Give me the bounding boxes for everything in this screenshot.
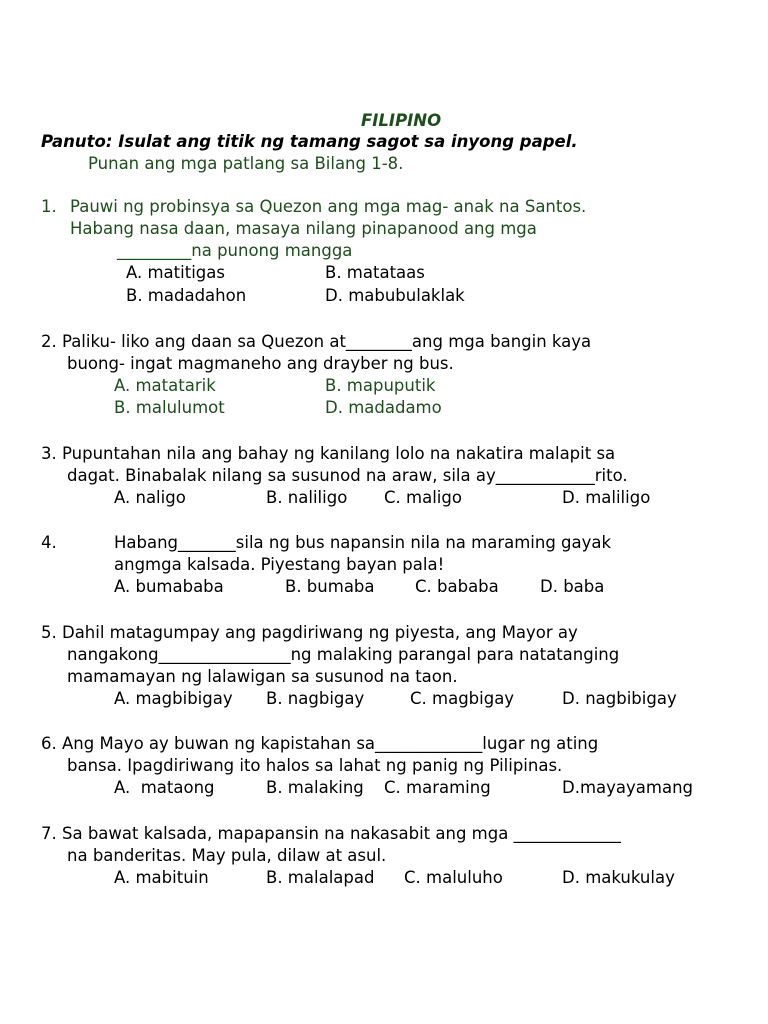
question-text: buong- ingat magmaneho ang drayber ng bus. xyxy=(67,354,454,373)
choice: B. malalapad xyxy=(266,868,375,887)
question-text: 3. Pupuntahan nila ang bahay ng kanilang lolo na nakatira malapit sa xyxy=(41,444,616,463)
question-number: 4. xyxy=(41,533,57,552)
choice: D. baba xyxy=(540,577,605,596)
choice: A. matatarik xyxy=(114,376,216,395)
choice: B. malulumot xyxy=(114,398,225,417)
question-text: angmga kalsada. Piyestang bayan pala! xyxy=(114,555,445,574)
choice: A. mabituin xyxy=(114,868,209,887)
choice: A. mataong xyxy=(114,778,215,797)
choice: D. maliligo xyxy=(562,488,651,507)
question-text: Habang_______sila ng bus napansin nila na maraming gayak xyxy=(114,533,612,552)
question-text: na banderitas. May pula, dilaw at asul. xyxy=(67,846,387,865)
choice: D. mabubulaklak xyxy=(325,286,465,305)
choice: B. bumaba xyxy=(285,577,375,596)
choice: B. matataas xyxy=(325,263,425,282)
question-text: 7. Sa bawat kalsada, mapapansin na nakasabit ang mga _____________ xyxy=(41,824,621,843)
choice: D. nagbibigay xyxy=(562,689,677,708)
choice: C. magbigay xyxy=(410,689,515,708)
choice: A. bumababa xyxy=(114,577,224,596)
question-text: 6. Ang Mayo ay buwan ng kapistahan sa_____________lugar ng ating xyxy=(41,734,599,753)
question-number: 1. xyxy=(41,197,57,216)
choice: C. maligo xyxy=(384,488,462,507)
choice: D. makukulay xyxy=(562,868,675,887)
choice: D. madadamo xyxy=(325,398,442,417)
choice: B. nagbigay xyxy=(266,689,365,708)
choice: B. madadahon xyxy=(126,286,247,305)
worksheet-title: FILIPINO xyxy=(361,111,442,130)
choice: A. magbibigay xyxy=(114,689,233,708)
question-text: mamamayan ng lalawigan sa susunod na taon. xyxy=(67,667,458,686)
question-text: dagat. Binabalak nilang sa susunod na araw, sila ay____________rito. xyxy=(67,466,628,485)
question-text: 2. Paliku- liko ang daan sa Quezon at________ang mga bangin kaya xyxy=(41,332,592,351)
choice: D.mayayamang xyxy=(562,778,694,797)
question-text: Habang nasa daan, masaya nilang pinapanood ang mga xyxy=(70,219,537,238)
choice: A. naligo xyxy=(114,488,186,507)
choice: A. matitigas xyxy=(126,263,225,282)
instruction: Panuto: Isulat ang titik ng tamang sagot sa inyong papel. xyxy=(41,132,578,151)
choice: C. bababa xyxy=(415,577,499,596)
question-text: nangakong________________ng malaking parangal para natatanging xyxy=(67,645,620,664)
question-text: 5. Dahil matagumpay ang pagdiriwang ng piyesta, ang Mayor ay xyxy=(41,623,578,642)
choice: C. maraming xyxy=(384,778,491,797)
question-text: bansa. Ipagdiriwang ito halos sa lahat ng panig ng Pilipinas. xyxy=(67,756,563,775)
sub-instruction: Punan ang mga patlang sa Bilang 1-8. xyxy=(88,154,404,173)
choice: B. malaking xyxy=(266,778,364,797)
choice: B. naliligo xyxy=(266,488,348,507)
question-text: Pauwi ng probinsya sa Quezon ang mga mag- anak na Santos. xyxy=(70,197,587,216)
choice: C. maluluho xyxy=(404,868,503,887)
choice: B. mapuputik xyxy=(325,376,436,395)
question-text: _________na punong mangga xyxy=(117,241,353,260)
